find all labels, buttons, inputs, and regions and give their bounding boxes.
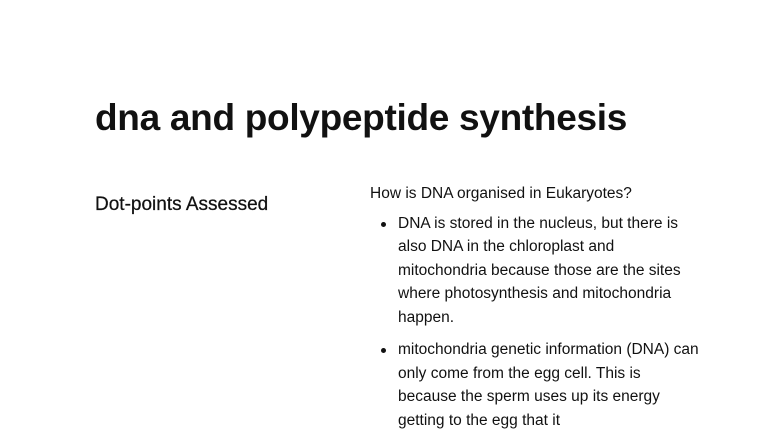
list-item-text: DNA is stored in the nucleus, but there is also DNA in the chloroplast and mitochondria because those are the sites where photosynthesis and mitochondria happen.	[398, 214, 681, 326]
list-item-text: mitochondria genetic information (DNA) can only come from the egg cell. This is because the sperm uses up its energy getting to the egg that it	[398, 341, 699, 429]
bullet-dot-icon	[381, 222, 386, 227]
list-item	[370, 212, 700, 330]
list-item	[370, 338, 700, 432]
content-column	[370, 182, 700, 441]
bullet-list	[370, 212, 700, 433]
section-heading: Dot-points Assessed	[95, 194, 269, 215]
page-title: dna and polypeptide synthesis	[95, 97, 628, 138]
bullet-dot-icon	[381, 348, 386, 353]
question-text: How is DNA organised in Eukaryotes?	[370, 185, 632, 202]
